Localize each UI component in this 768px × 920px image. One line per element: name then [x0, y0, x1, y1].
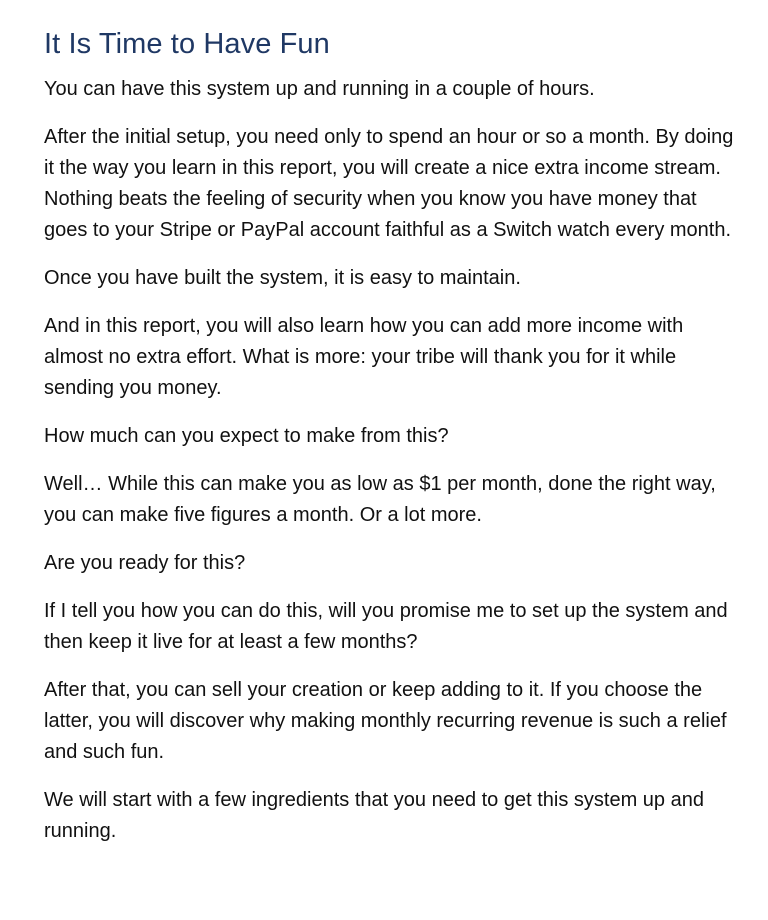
paragraph: You can have this system up and running in a couple of hours.: [44, 78, 595, 100]
paragraph: We will start with a few ingredients that you need to get this system up and running.: [44, 789, 704, 842]
document-page: [44, 24, 744, 864]
paragraph: After the initial setup, you need only to spend an hour or so a month. By doing it the way you learn in this report, you will create a nice extra income stream. Nothing beats the feeling of security when you know you have money that goes to your Stripe or PayPal account faithful as a Switch watch every month.: [44, 126, 734, 241]
paragraph: Well… While this can make you as low as $1 per month, done the right way, you can make five figures a month. Or a lot more.: [44, 473, 716, 526]
paragraph: If I tell you how you can do this, will you promise me to set up the system and then keep it live for at least a few months?: [44, 600, 728, 653]
paragraph: After that, you can sell your creation or keep adding to it. If you choose the latter, you will discover why making monthly recurring revenue is such a relief and such fun.: [44, 679, 727, 763]
paragraph: How much can you expect to make from this?: [44, 425, 449, 447]
page-title: It Is Time to Have Fun: [44, 28, 330, 60]
paragraph: Once you have built the system, it is easy to maintain.: [44, 267, 521, 289]
paragraph: Are you ready for this?: [44, 552, 246, 574]
paragraph: And in this report, you will also learn how you can add more income with almost no extra effort. What is more: your tribe will thank you for it while sending you money.: [44, 315, 684, 399]
